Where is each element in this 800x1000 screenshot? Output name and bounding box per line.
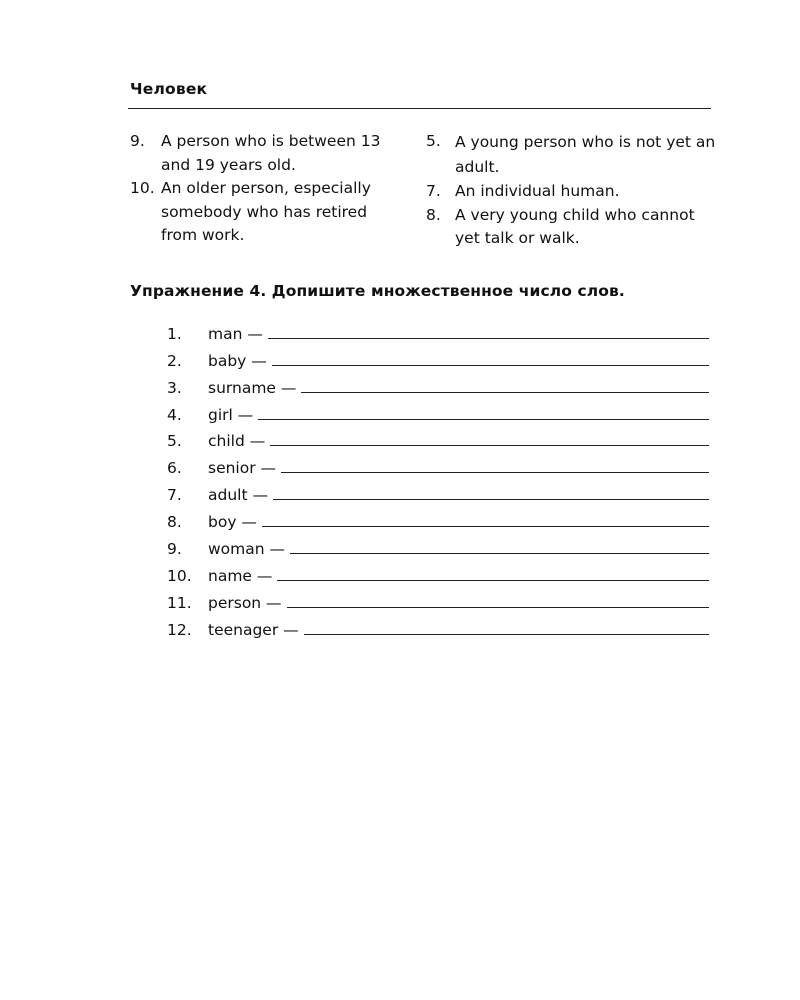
exercise-item-word: surname — xyxy=(208,378,297,397)
definition-item xyxy=(426,180,716,204)
exercise-item-word: man — xyxy=(208,324,263,343)
exercise-item xyxy=(167,531,709,558)
answer-blank[interactable] xyxy=(273,499,709,500)
answer-blank[interactable] xyxy=(281,472,709,473)
running-head: Человек xyxy=(130,80,208,98)
answer-blank[interactable] xyxy=(290,553,709,554)
definition-item xyxy=(426,130,716,180)
definition-text: An individual human. xyxy=(455,182,620,200)
exercise-item-word: woman — xyxy=(208,540,286,559)
exercise-item xyxy=(167,450,709,477)
exercise-item xyxy=(167,370,709,397)
exercise-item xyxy=(167,477,709,504)
exercise-item-word: adult — xyxy=(208,486,268,505)
exercise-item-number: 11. xyxy=(167,593,192,612)
answer-blank[interactable] xyxy=(272,365,709,366)
exercise-item-number: 7. xyxy=(167,486,182,505)
exercise-item-word: boy — xyxy=(208,513,257,532)
exercise-item-word: baby — xyxy=(208,351,267,370)
definitions-right-column xyxy=(426,130,716,251)
exercise-item xyxy=(167,397,709,424)
answer-blank[interactable] xyxy=(304,634,709,635)
exercise-item-number: 10. xyxy=(167,566,192,585)
definition-item xyxy=(130,177,400,248)
header-rule xyxy=(128,108,711,109)
exercise-item xyxy=(167,504,709,531)
exercise-item-word: person — xyxy=(208,593,282,612)
exercise-title: Упражнение 4. Допишите множественное число слов. xyxy=(130,282,625,300)
exercise-item xyxy=(167,424,709,451)
exercise-list xyxy=(167,316,709,639)
exercise-item-word: girl — xyxy=(208,405,254,424)
answer-blank[interactable] xyxy=(268,338,709,339)
exercise-item xyxy=(167,585,709,612)
exercise-item xyxy=(167,343,709,370)
answer-blank[interactable] xyxy=(262,526,709,527)
exercise-item xyxy=(167,316,709,343)
definition-item xyxy=(130,130,400,177)
definition-text: An older person, especially somebody who has retired from work. xyxy=(161,179,371,244)
exercise-item xyxy=(167,558,709,585)
exercise-item-word: senior — xyxy=(208,459,277,478)
answer-blank[interactable] xyxy=(270,445,709,446)
answer-blank[interactable] xyxy=(258,419,709,420)
definition-number: 5. xyxy=(426,132,441,150)
definition-number: 7. xyxy=(426,182,441,200)
exercise-item-number: 12. xyxy=(167,620,192,639)
definition-text: A very young child who cannot yet talk or walk. xyxy=(455,205,695,247)
definition-text: A young person who is not yet an adult. xyxy=(455,133,716,176)
exercise-item-word: name — xyxy=(208,566,273,585)
exercise-item-number: 9. xyxy=(167,540,182,559)
answer-blank[interactable] xyxy=(301,392,709,393)
exercise-item-number: 1. xyxy=(167,324,182,343)
definition-number: 10. xyxy=(130,179,155,197)
definitions-left-column xyxy=(130,130,400,248)
exercise-item-word: child — xyxy=(208,432,266,451)
exercise-item-number: 3. xyxy=(167,378,182,397)
definition-number: 8. xyxy=(426,205,441,224)
definition-number: 9. xyxy=(130,132,145,150)
definition-text: A person who is between 13 and 19 years old. xyxy=(161,132,381,174)
exercise-item-number: 6. xyxy=(167,459,182,478)
exercise-item-number: 4. xyxy=(167,405,182,424)
exercise-item-number: 2. xyxy=(167,351,182,370)
exercise-item-word: teenager — xyxy=(208,620,299,639)
exercise-item-number: 5. xyxy=(167,432,182,451)
definition-item xyxy=(426,204,716,251)
exercise-item-number: 8. xyxy=(167,513,182,532)
answer-blank[interactable] xyxy=(277,580,709,581)
exercise-item xyxy=(167,612,709,639)
answer-blank[interactable] xyxy=(287,607,709,608)
